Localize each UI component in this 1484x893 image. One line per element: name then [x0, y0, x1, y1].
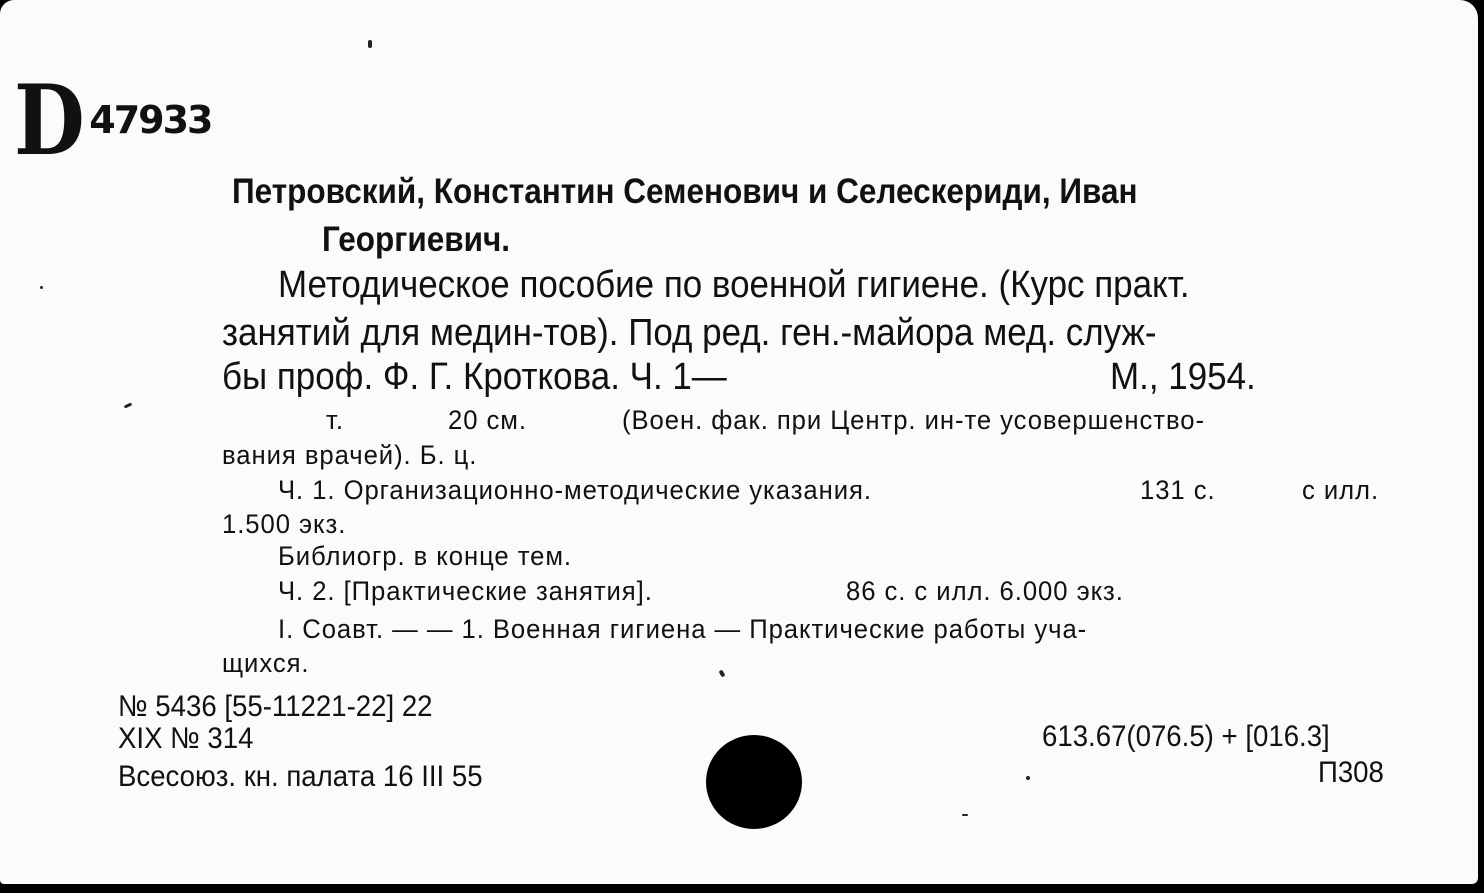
speck [40, 286, 43, 289]
part2-title: Ч. 2. [Практические занятия]. [278, 576, 653, 606]
subject-headings-line-2: щихся. [222, 648, 310, 678]
part2-details: 86 с. с илл. 6.000 экз. [846, 576, 1124, 606]
speck [368, 40, 372, 48]
speck [719, 669, 726, 677]
part1-illustrations: с илл. [1302, 475, 1380, 505]
punch-hole [706, 735, 802, 829]
title-line-1: Методическое пособие по военной гигиене. (Курс практ. [278, 264, 1190, 306]
speck [962, 814, 968, 816]
footer-volume-number: XIX № 314 [118, 722, 254, 755]
footer-author-mark: П308 [1318, 756, 1384, 789]
subject-headings-line-1: I. Соавт. — — 1. Военная гигиена — Практические работы уча- [278, 614, 1088, 644]
desc-series: (Воен. фак. при Центр. ин-те усовершенство- [622, 405, 1205, 435]
part1-copies: 1.500 экз. [222, 509, 347, 539]
footer-classification: 613.67(076.5) + [016.3] [1042, 720, 1330, 753]
inventory-stamp [14, 64, 212, 177]
part1-title: Ч. 1. Организационно-методические указания. [278, 475, 872, 505]
author-line-2: Георгиевич. [322, 220, 511, 259]
title-line-3b: М., 1954. [1110, 356, 1256, 398]
speck [1026, 776, 1030, 780]
footer-record-number: № 5436 [55-11221-22] 22 [118, 690, 433, 723]
title-line-2: занятий для медин-тов). Под ред. ген.-майора мед. служ- [222, 312, 1157, 354]
desc-line-2: вания врачей). Б. ц. [222, 440, 478, 470]
stamp-number: 47933 [89, 98, 212, 142]
speck [124, 402, 133, 408]
bibliography-note: Библиогр. в конце тем. [278, 541, 573, 571]
stamp-letter: D [14, 64, 82, 177]
author-line-1: Петровский, Константин Семенович и Селескериди, Иван [232, 172, 1138, 211]
part1-pages: 131 с. [1140, 475, 1216, 505]
title-line-3a: бы проф. Ф. Г. Кроткова. Ч. 1— [222, 356, 727, 398]
desc-volumes: т. [326, 405, 344, 435]
footer-chamber: Всесоюз. кн. палата 16 III 55 [118, 760, 483, 793]
card-shadow-edge [0, 887, 1484, 893]
desc-size: 20 см. [448, 405, 527, 435]
